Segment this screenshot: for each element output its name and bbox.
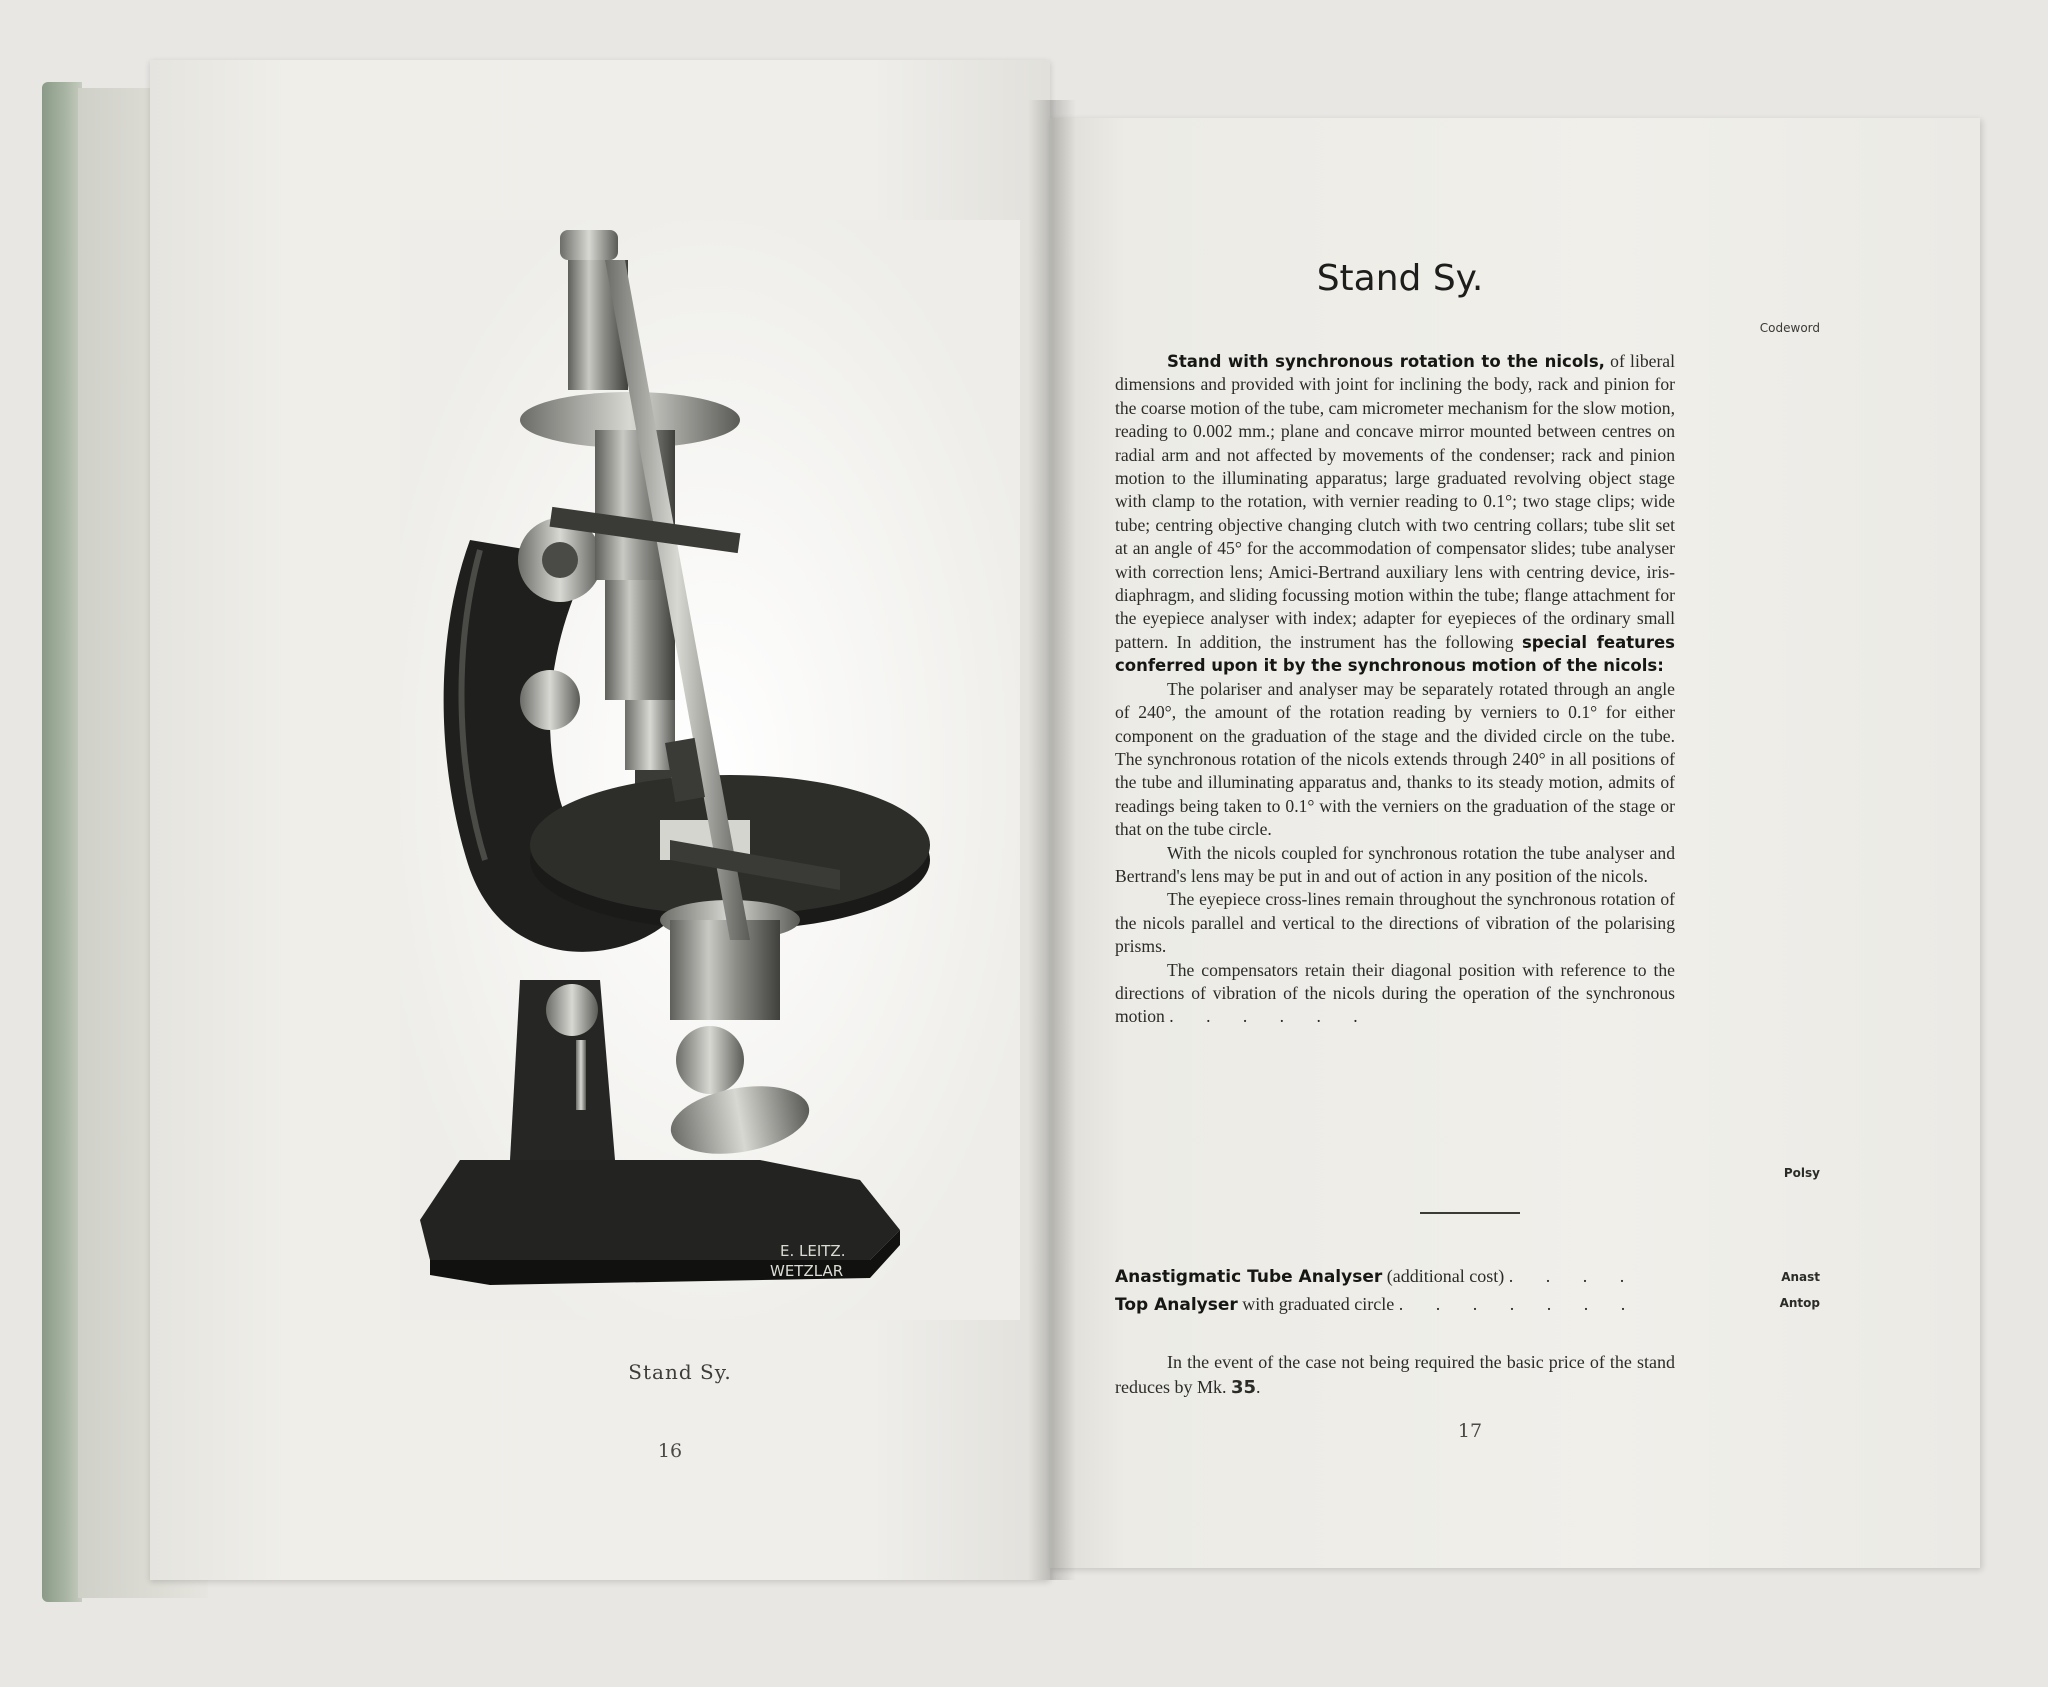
paragraph-1-bold: special features conferred upon it by the synchronous motion of the nicols: bbox=[1115, 632, 1675, 676]
note-end: . bbox=[1256, 1377, 1261, 1397]
paragraph-1 bbox=[1115, 350, 1675, 678]
accessory-1-text: (additional cost) bbox=[1382, 1266, 1505, 1286]
accessory-2-text: with graduated circle bbox=[1237, 1294, 1395, 1314]
accessory-top-analyser bbox=[1115, 1294, 1675, 1315]
price-note bbox=[1115, 1350, 1675, 1400]
accessory-2-name: Top Analyser bbox=[1115, 1295, 1238, 1315]
paragraph-1-lead: Stand with synchronous rotation to the nicols, bbox=[1167, 352, 1605, 371]
page-number-right: 17 bbox=[1457, 1420, 1483, 1442]
paragraph-5-dots: . . . . . . bbox=[1169, 1006, 1372, 1027]
accessory-anastigmatic bbox=[1115, 1266, 1675, 1287]
accessory-1-dots: . . . . bbox=[1508, 1266, 1639, 1286]
book-cover-edge bbox=[42, 82, 82, 1602]
codeword-polsy: Polsy bbox=[1783, 1166, 1820, 1180]
codeword-antop: Antop bbox=[1779, 1296, 1820, 1310]
paragraph-5-text: The compensators retain their diagonal position with reference to the directions of vibration of the nicols during the operation of the synchronous motion bbox=[1115, 959, 1675, 1027]
accessory-1-name: Anastigmatic Tube Analyser bbox=[1115, 1267, 1383, 1287]
codeword-column-header: Codeword bbox=[1759, 321, 1820, 335]
paragraph-3: With the nicols coupled for synchronous rotation the tube analyser and Bertrand's lens may be put in and out of action in any position of the nicols. bbox=[1115, 842, 1675, 886]
paragraph-1-text: of liberal dimensions and provided with joint for inclining the body, rack and pinion for the coarse motion of the tube, cam micrometer mechanism for the slow motion, reading to 0.002 mm.; plane and concave mirror mounted between centres on radial arm and not affected by movements of the condenser; rack and pinion motion to the illuminating apparatus; large graduated revolving object stage with clamp to the rotation, with vernier reading to 0.1°; two stage clips; wide tube; centring objective changing clutch with two centring collars; tube slit set at an angle of 45° for the accommodation of compensator slides; tube analyser with correction lens; Amici-Bertrand auxiliary lens with centring device, iris-diaphragm, and sliding focussing motion within the tube; flange attachment for the eyepiece analyser with index; adapter for eyepieces of the ordinary small pattern. In addition, the instrument has the following bbox=[1115, 351, 1675, 652]
note-amount: 35 bbox=[1230, 1377, 1257, 1398]
book-gutter bbox=[1028, 100, 1076, 1580]
paragraph-2: The polariser and analyser may be separately rotated through an angle of 240°, the amount of the rotation reading by verniers to 0.1° for either component on the graduation of the stage and the divided circle on the tube. The synchronous rotation of the nicols extends through 240° in all positions of the tube and illuminating apparatus and, thanks to its steady motion, admits of readings being taken to 0.1° with the verniers on the graduation of the stage or that on the tube circle. bbox=[1115, 678, 1675, 840]
base-plate-line2: WETZLAR bbox=[770, 1262, 844, 1280]
price-note-text bbox=[1115, 1350, 1675, 1400]
base-plate-line1: E. LEITZ. bbox=[780, 1242, 846, 1260]
page-title: Stand Sy. bbox=[1316, 258, 1484, 299]
paragraph-4: The eyepiece cross-lines remain throughout the synchronous rotation of the nicols parallel and vertical to the directions of vibration of the polarising prisms. bbox=[1115, 889, 1675, 957]
accessory-2-dots: . . . . . . . bbox=[1398, 1294, 1640, 1314]
note-text: In the event of the case not being required the basic price of the stand reduces by Mk. bbox=[1115, 1352, 1675, 1397]
section-divider bbox=[1420, 1212, 1520, 1214]
description-body bbox=[1115, 350, 1675, 1029]
codeword-anast: Anast bbox=[1781, 1270, 1820, 1284]
microscope-illustration bbox=[400, 220, 1020, 1320]
figure-caption: Stand Sy. bbox=[628, 1360, 732, 1384]
page-number-left: 16 bbox=[657, 1440, 683, 1462]
paragraph-5 bbox=[1115, 959, 1675, 1029]
